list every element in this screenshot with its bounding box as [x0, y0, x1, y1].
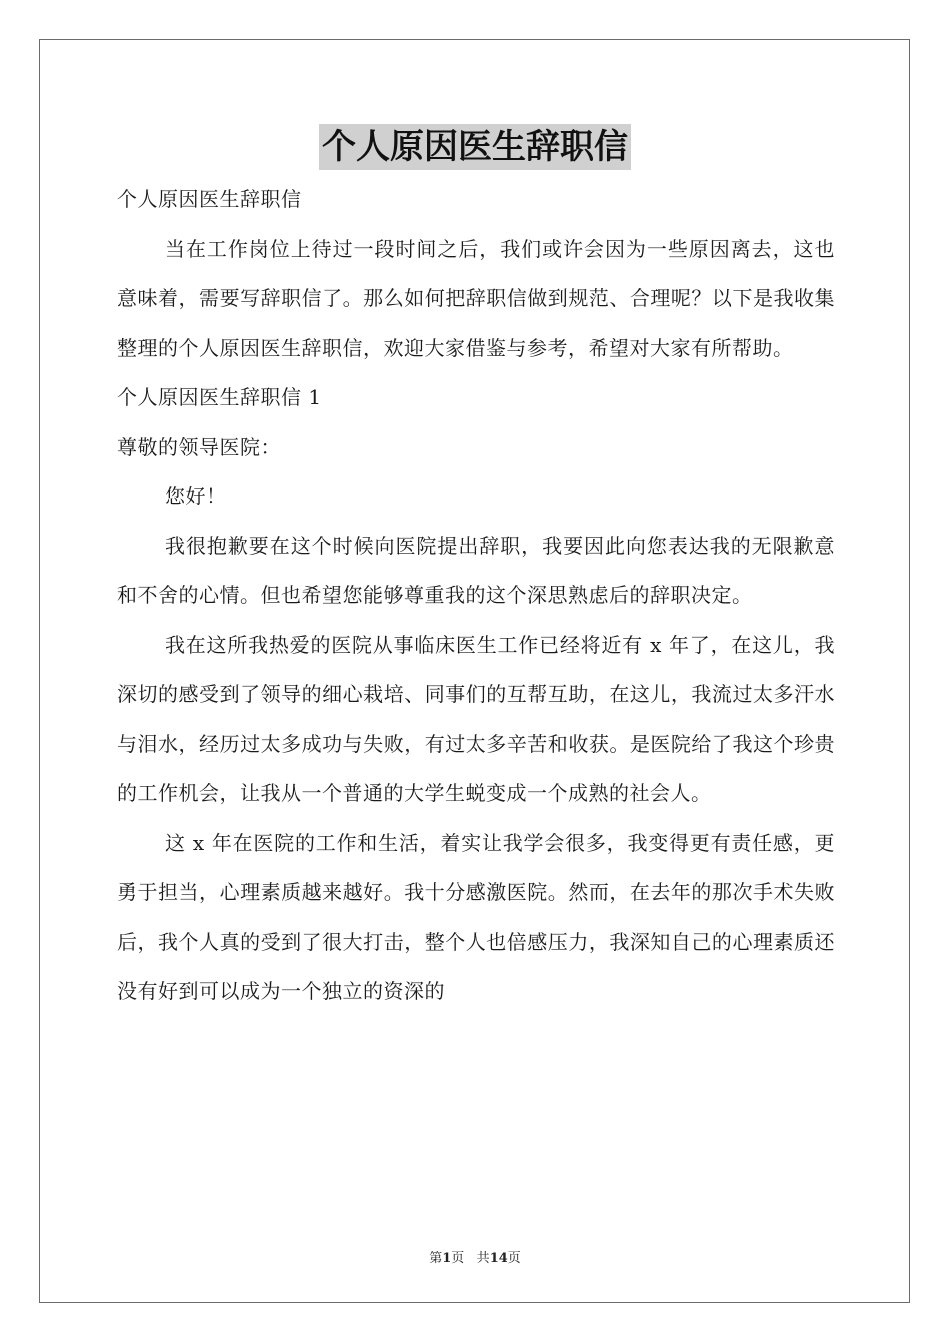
title-container [0, 124, 950, 170]
paragraph: 当在工作岗位上待过一段时间之后，我们或许会因为一些原因离去，这也意味着，需要写辞职信了。那么如何把辞职信做到规范、合理呢？以下是我收集整理的个人原因医生辞职信，欢迎大家借鉴与参考，希望对大家有所帮助。 [117, 236, 835, 360]
total-suffix: 页 [507, 1251, 521, 1266]
page-footer [0, 1247, 950, 1266]
document-title: 个人原因医生辞职信 [319, 124, 631, 170]
paragraph: 我很抱歉要在这个时候向医院提出辞职，我要因此向您表达我的无限歉意和不舍的心情。但也希望您能够尊重我的这个深思熟虑后的辞职决定。 [117, 533, 835, 607]
total-prefix: 共 [476, 1251, 490, 1266]
paragraph: 个人原因医生辞职信 [117, 187, 302, 211]
paragraph: 个人原因医生辞职信 1 [117, 385, 322, 409]
total-page-count: 14 [489, 1251, 508, 1266]
paragraph: 我在这所我热爱的医院从事临床医生工作已经将近有 x 年了，在这儿，我深切的感受到了领导的细心栽培、同事们的互帮互助，在这儿，我流过太多汗水与泪水，经历过太多成功与失败，有过太多辛苦和收获。是医院给了我这个珍贵的工作机会，让我从一个普通的大学生蜕变成一个成熟的社会人。 [117, 632, 835, 805]
page-prefix: 第 [429, 1251, 443, 1266]
page-suffix: 页 [451, 1251, 465, 1266]
paragraph: 尊敬的领导医院： [117, 434, 281, 459]
document-body [117, 175, 835, 1017]
paragraph: 您好！ [165, 484, 227, 508]
paragraph: 这 x 年在医院的工作和生活，着实让我学会很多，我变得更有责任感，更勇于担当，心理素质越来越好。我十分感激医院。然而，在去年的那次手术失败后，我个人真的受到了很大打击，整个人也倍感压力，我深知自己的心理素质还没有好到可以成为一个独立的资深的 [117, 830, 835, 1003]
current-page-number: 1 [442, 1251, 452, 1266]
